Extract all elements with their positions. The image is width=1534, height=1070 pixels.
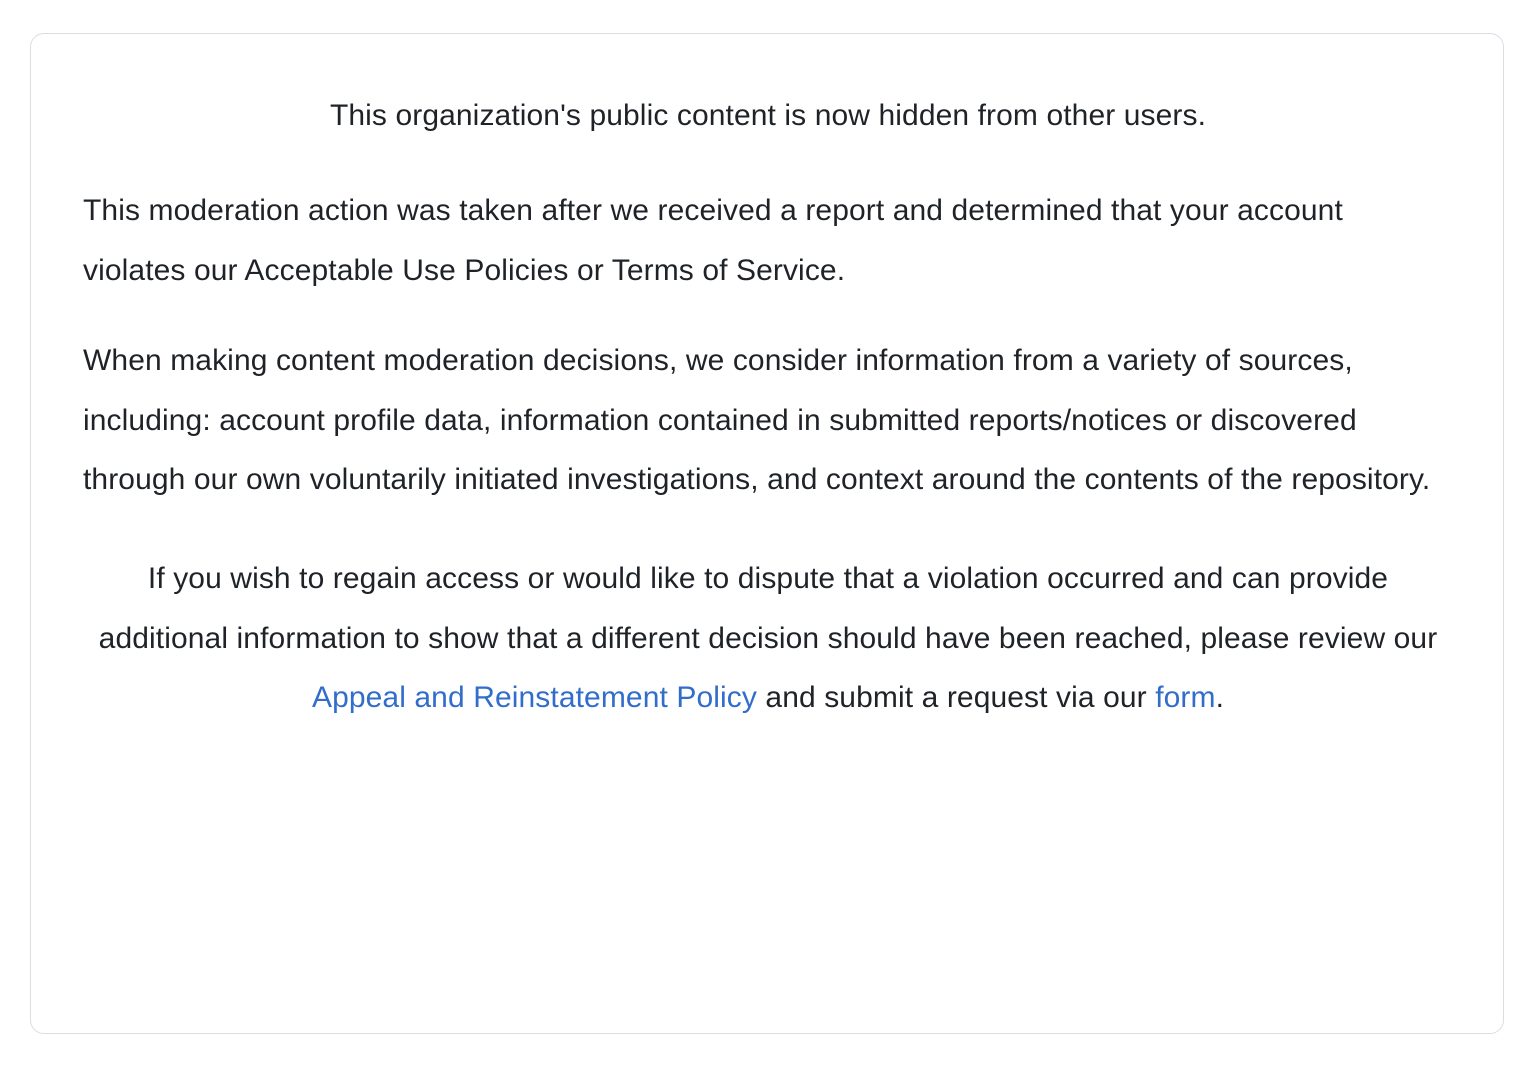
moderation-notice-card: [30, 33, 1504, 1034]
notice-body: [83, 86, 1453, 728]
appeal-middle-text: and submit a request via our: [756, 681, 1156, 715]
notice-headline: This organization's public content is now hidden from other users.: [329, 99, 1207, 132]
notice-moderation-paragraph: This moderation action was taken after we received a report and determined that your account violates our Acceptable Use Policies or Terms of Service.: [83, 194, 1343, 287]
notice-sources-paragraph: When making content moderation decisions, we consider information from a variety of sources, including: account profile data, information contained in submitted reports/notices or discovered through our own voluntarily initiated investigations, and context around the contents of the repository.: [83, 344, 1431, 496]
appeal-lead-text: If you wish to regain access or would like to dispute that a violation occurred and can provide additional information to show that a different decision should have been reached, please review our: [98, 562, 1438, 655]
notice-appeal-paragraph: [83, 549, 1453, 727]
appeal-and-reinstatement-policy-link[interactable]: Appeal and Reinstatement Policy: [311, 681, 757, 715]
appeal-trailing-text: .: [1215, 681, 1225, 715]
request-form-link[interactable]: form: [1155, 681, 1216, 715]
